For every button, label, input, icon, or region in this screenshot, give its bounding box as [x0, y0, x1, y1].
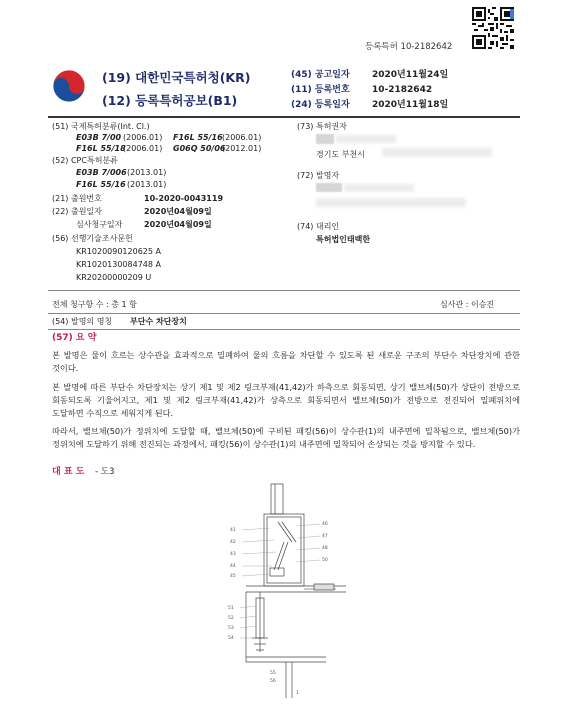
inventor-address-redacted	[316, 198, 466, 207]
ipc-code-3: F16L 55/18	[76, 144, 126, 153]
reg-no-label: (11) 등록번호	[291, 85, 350, 95]
figure-label-51: 51	[228, 606, 234, 611]
figure-label-46: 46	[322, 522, 328, 527]
prior-art-2: KR1020130084748 A	[76, 260, 161, 269]
invention-title: 부단수 차단장치	[130, 317, 187, 326]
app-date-value: 2020년04월09일	[144, 207, 212, 216]
figure-label-56: 56	[270, 679, 276, 684]
figure-label-55: 55	[270, 671, 276, 676]
reg-no-value: 10-2182642	[372, 85, 433, 95]
abstract-paragraph-1: 본 발명은 물이 흐르는 상수관을 효과적으로 밀폐하여 물의 흐름을 차단할 수 있도록 된 새로운 구조의 부단수 차단장치에 관한 것이다.	[52, 350, 520, 373]
cpc-label: (52) CPC특허분류	[52, 156, 118, 165]
ipc-code-4: G06Q 50/06	[173, 144, 226, 153]
claims-total: 전체 청구항 수 : 총 1 항	[52, 300, 137, 309]
office-title: (19) 대한민국특허청(KR)	[102, 70, 251, 85]
reg-date-value: 2020년11월18일	[372, 100, 449, 110]
inventor-name-redacted	[316, 183, 342, 192]
agent-name: 특허법인태백한	[316, 235, 371, 244]
figure-label-44: 44	[230, 564, 236, 569]
pub-date-value: 2020년11월24일	[372, 70, 449, 80]
owner-name-redacted-2	[336, 135, 396, 143]
representative-figure-value: - 도3	[95, 467, 115, 477]
exam-date-label: 심사청구일자	[76, 220, 123, 229]
figure-label-47: 47	[322, 534, 328, 539]
prior-art-1: KR1020090120625 A	[76, 247, 161, 256]
figure-label-54: 54	[228, 636, 234, 641]
ipc-date-1: (2006.01)	[123, 133, 163, 142]
representative-figure-label: 대 표 도	[52, 467, 85, 477]
app-no-label: (21) 출원번호	[52, 194, 102, 203]
figure-label-42: 42	[230, 540, 236, 545]
examiner: 심사관 : 이승진	[440, 300, 495, 309]
title-bottom-divider	[48, 329, 520, 330]
ipc-date-3: (2006.01)	[123, 144, 163, 153]
figure-label-52: 52	[228, 616, 234, 621]
figure-label-1: 1	[296, 691, 299, 696]
ipc-code-2: F16L 55/16	[173, 133, 223, 142]
figure-label-48: 48	[322, 546, 328, 551]
figure-label-45: 45	[230, 574, 236, 579]
representative-drawing	[226, 482, 346, 700]
owner-address: 경기도 부천시	[316, 150, 365, 159]
abstract-paragraph-2: 본 발명에 따른 부단수 차단장치는 상기 제1 및 제2 링크부재(41,42)가 하측으로 회동되면, 상기 밸브체(50)가 상단이 전방으로 회동되도록 기울어지고, 제1 및 제2 링크부재(41,42)가 상측으로 회동되면서 밸브체(50)가 전방으로 전진되어 밀폐위치에 도달하면 수직으로 세워지게 된다.	[52, 382, 520, 418]
inventor-name-redacted-2	[344, 184, 414, 192]
ipc-date-2: (2006.01)	[222, 133, 262, 142]
figure-label-41: 41	[230, 528, 236, 533]
figure-label-43: 43	[230, 552, 236, 557]
prior-art-label: (56) 선행기술조사문헌	[52, 234, 133, 243]
title-top-divider	[48, 313, 520, 314]
reg-date-label: (24) 등록일자	[291, 100, 350, 110]
cpc-code-1: E03B 7/006	[76, 168, 127, 177]
ipc-date-4: (2012.01)	[222, 144, 262, 153]
qr-code	[472, 7, 514, 49]
header-divider	[48, 116, 520, 118]
owner-name-redacted	[316, 134, 334, 144]
agent-label: (74) 대리인	[297, 222, 340, 231]
owner-address-redacted	[382, 148, 492, 157]
biblio-divider	[48, 290, 520, 291]
pub-date-label: (45) 공고일자	[291, 70, 350, 80]
kipo-logo-icon	[52, 69, 86, 103]
publication-type: (12) 등록특허공보(B1)	[102, 93, 238, 108]
app-date-label: (22) 출원일자	[52, 207, 102, 216]
ipc-label: (51) 국제특허분류(Int. Cl.)	[52, 122, 150, 131]
abstract-label: (57) 요 약	[52, 333, 97, 343]
title-label: (54) 발명의 명칭	[52, 317, 113, 326]
cpc-date-1: (2013.01)	[127, 168, 167, 177]
cpc-date-2: (2013.01)	[127, 180, 167, 189]
abstract-paragraph-3: 따라서, 밸브체(50)가 정위치에 도달할 때, 밸브체(50)에 구비된 패킹(56)이 상수관(1)의 내주면에 밀착됨으로, 밸브체(50)가 정위치에 도달하기 위해 전진되는 과정에서, 패킹(56)이 상수관(1)의 내주면에 밀착되어 손상되는 것을 방지할 수 있다.	[52, 426, 520, 449]
registration-number: 등록특허 10-2182642	[365, 42, 453, 52]
prior-art-3: KR20200000209 U	[76, 273, 152, 282]
app-no-value: 10-2020-0043119	[144, 194, 224, 203]
ipc-code-1: E03B 7/00	[76, 133, 122, 142]
exam-date-value: 2020년04월09일	[144, 220, 212, 229]
figure-label-50: 50	[322, 558, 328, 563]
cpc-code-2: F16L 55/16	[76, 180, 126, 189]
qr-accent	[510, 9, 514, 19]
inventor-label: (72) 발명자	[297, 171, 340, 180]
owner-label: (73) 특허권자	[297, 122, 347, 131]
figure-label-53: 53	[228, 626, 234, 631]
